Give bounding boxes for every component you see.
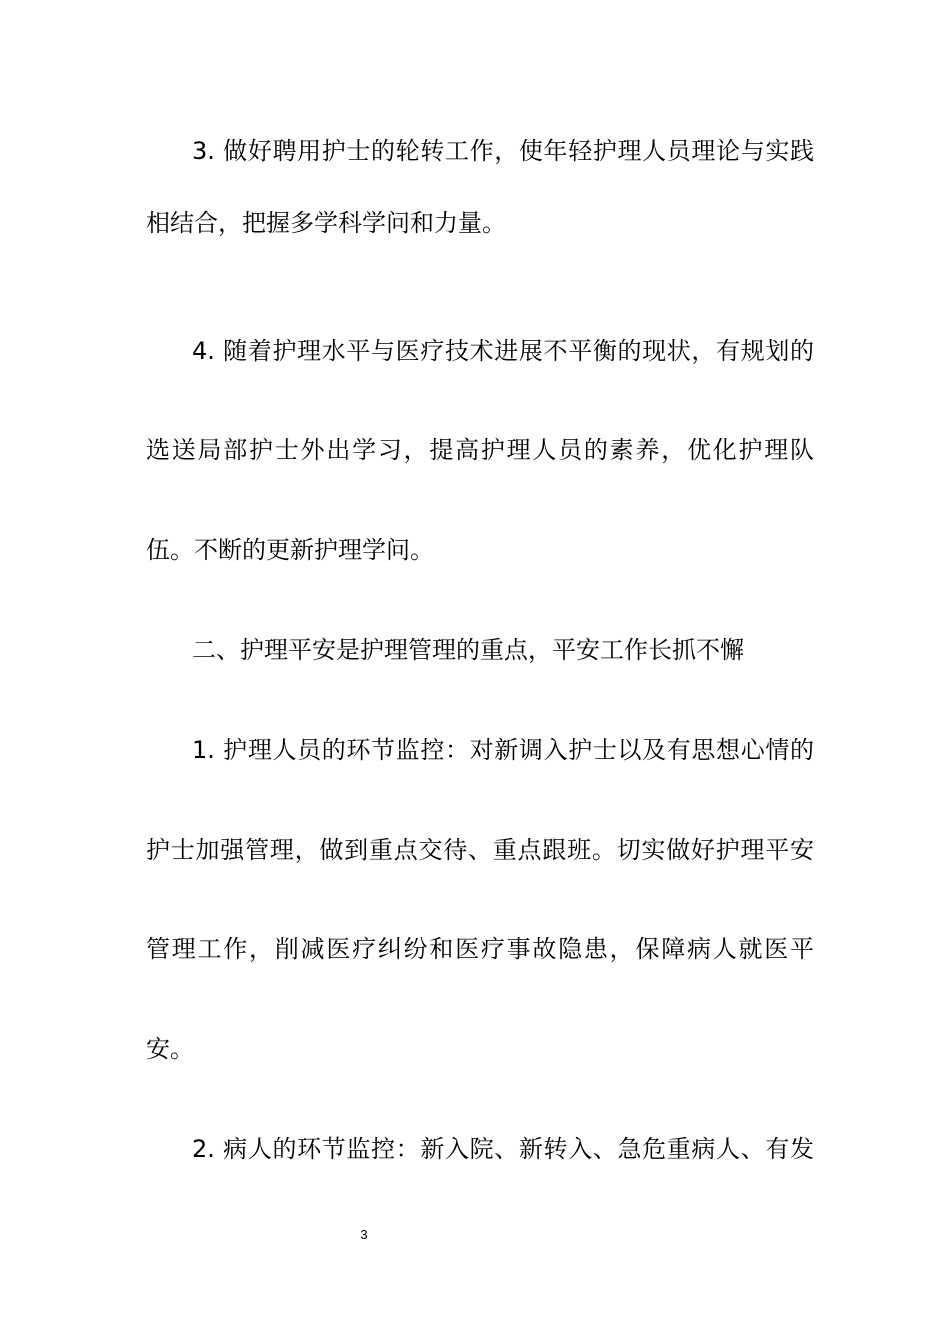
page-number: 3 (360, 1227, 368, 1242)
paragraph-line: 安。 (146, 1035, 194, 1063)
section-heading: 二、护理平安是护理管理的重点，平安工作长抓不懈 (192, 636, 744, 664)
paragraph-line: 管理工作，削减医疗纠纷和医疗事故隐患，保障病人就医平 (146, 935, 814, 963)
paragraph-line: 3. 做好聘用护士的轮转工作，使年轻护理人员理论与实践 (192, 137, 814, 165)
paragraph-line: 4. 随着护理水平与医疗技术进展不平衡的现状，有规划的 (192, 337, 814, 365)
paragraph-line: 2. 病人的环节监控：新入院、新转入、急危重病人、有发 (192, 1135, 814, 1163)
paragraph-line: 护士加强管理，做到重点交待、重点跟班。切实做好护理平安 (146, 836, 814, 864)
paragraph-line: 1. 护理人员的环节监控：对新调入护士以及有思想心情的 (192, 736, 814, 764)
paragraph-line: 伍。不断的更新护理学问。 (146, 536, 434, 564)
paragraph-line: 相结合，把握多学科学问和力量。 (146, 209, 506, 237)
paragraph-line: 选送局部护士外出学习，提高护理人员的素养，优化护理队 (146, 436, 814, 464)
